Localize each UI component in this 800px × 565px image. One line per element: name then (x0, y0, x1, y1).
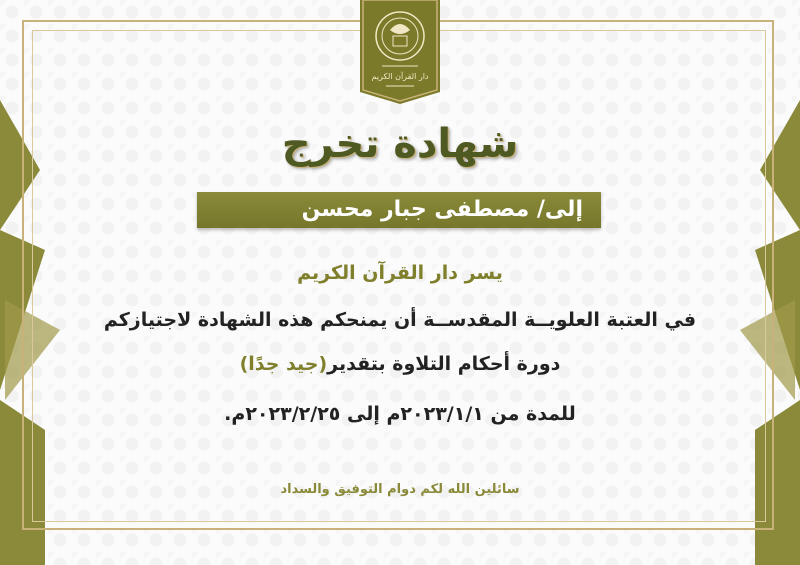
certificate-title: شهادة تخرج (281, 121, 519, 167)
recipient-prefix: إلى/ (536, 197, 583, 222)
grade-label: (جيد جدًا) (239, 353, 328, 375)
body-line-award: في العتبة العلويــة المقدســة أن يمنحكم هذه الشهادة لاجتيازكم (103, 309, 697, 331)
svg-text:دار القرآن الكريم: دار القرآن الكريم (371, 72, 429, 81)
closing-text: سائلين الله لكم دوام التوفيق والسداد (280, 482, 520, 497)
recipient-name: مصطفى جبار محسن (301, 197, 530, 222)
seal-logo (360, 0, 440, 104)
body-line-institution: يسر دار القرآن الكريم (297, 262, 503, 284)
seal-caption (372, 71, 429, 81)
body-line-course (80, 353, 720, 375)
course-name: دورة أحكام التلاوة بتقدير (327, 353, 561, 375)
recipient-bar (197, 192, 601, 228)
body-line-period: للمدة من ٢٠٢٣/١/١م إلى ٢٠٢٣/٢/٢٥م. (224, 403, 576, 425)
